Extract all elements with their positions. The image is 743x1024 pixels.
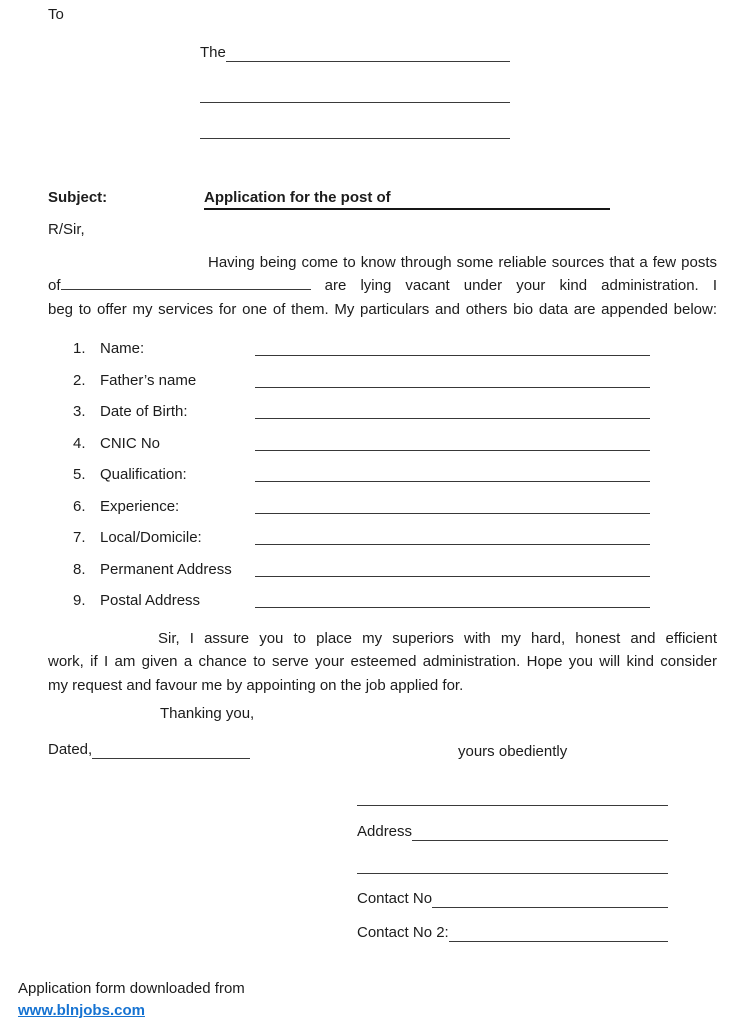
bio-item-number: 6. — [73, 497, 86, 515]
bio-data-list — [48, 338, 717, 622]
bio-item-number: 2. — [73, 371, 86, 389]
contact-no-2-blank-line — [449, 924, 668, 942]
addressee-blank-line-1 — [226, 44, 510, 62]
dated-blank-line — [92, 741, 250, 759]
bio-item-blank-line — [255, 387, 650, 388]
bio-item-label: Postal Address — [100, 592, 201, 609]
address-blank-line — [412, 823, 668, 841]
bio-item-blank-line — [255, 450, 650, 451]
subject-title-underline — [204, 189, 610, 210]
closing-line-2: work, if I am given a chance to serve your esteemed administration. Hope you will kind consider — [48, 653, 717, 671]
subject-title: Application for the post of — [204, 189, 391, 206]
dated-row — [48, 741, 250, 759]
bio-item-label: Date of Birth: — [100, 403, 188, 420]
opening-line2-prefix: of — [48, 277, 61, 295]
bio-item-blank-line — [255, 544, 650, 545]
dated-label: Dated, — [48, 741, 93, 758]
bio-data-row — [48, 527, 717, 559]
bio-data-row — [48, 590, 717, 622]
bio-item-label: Experience: — [100, 497, 180, 515]
footer-text: Application form downloaded from — [18, 980, 245, 997]
subject-label: Subject: — [48, 189, 108, 206]
bio-item-label: Name: — [100, 340, 145, 357]
bio-item-label: Qualification: — [100, 466, 187, 483]
addressee-the-label: The — [200, 44, 226, 61]
closing-paragraph — [48, 627, 717, 697]
bio-item-number: 3. — [73, 403, 86, 420]
to-label: To — [48, 6, 64, 23]
bio-item-number: 8. — [73, 560, 86, 578]
salutation: R/Sir, — [48, 221, 85, 238]
contact-no-row — [357, 890, 668, 908]
bio-item-label: Permanent Address — [100, 560, 232, 578]
opening-line-1: Having being come to know through some reliable sources that a few posts — [208, 254, 717, 271]
footer-link[interactable]: www.blnjobs.com — [18, 1002, 145, 1019]
bio-item-number: 9. — [73, 592, 86, 609]
address-row — [357, 823, 668, 841]
addressee-the-row — [200, 44, 510, 62]
contact-no-label: Contact No — [357, 890, 433, 907]
bio-item-blank-line — [255, 576, 650, 577]
bio-data-row — [48, 401, 717, 433]
address-blank-line-2 — [357, 873, 668, 874]
contact-no-2-row — [357, 924, 668, 942]
bio-item-blank-line — [255, 607, 650, 608]
vacant-post-blank-line — [61, 275, 311, 290]
bio-data-row — [48, 338, 717, 370]
opening-line-3: beg to offer my services for one of them. My particulars and others bio data are appended below: — [48, 300, 717, 318]
opening-line-2 — [48, 274, 717, 297]
bio-item-number: 5. — [73, 466, 86, 483]
bio-data-row — [48, 433, 717, 465]
bio-data-row — [48, 559, 717, 591]
opening-paragraph — [48, 251, 717, 321]
signature-blank-line — [357, 805, 668, 806]
bio-item-label: CNIC No — [100, 434, 161, 452]
addressee-blank-line-2 — [200, 102, 510, 103]
bio-item-blank-line — [255, 355, 650, 356]
contact-no-2-label: Contact No 2: — [357, 924, 449, 941]
closing-line-1: Sir, I assure you to place my superiors with my hard, honest and efficient — [158, 630, 717, 647]
bio-data-row — [48, 464, 717, 496]
bio-item-number: 7. — [73, 529, 86, 546]
closing-line-3: my request and favour me by appointing on the job applied for. — [48, 676, 464, 694]
bio-data-row — [48, 370, 717, 402]
contact-no-blank-line — [432, 890, 668, 908]
signoff: yours obediently — [458, 743, 568, 760]
bio-item-number: 4. — [73, 434, 86, 452]
bio-item-blank-line — [255, 418, 650, 419]
bio-item-blank-line — [255, 513, 650, 514]
thanks-line: Thanking you, — [160, 705, 255, 722]
addressee-blank-line-3 — [200, 138, 510, 139]
opening-line2-suffix: are lying vacant under your kind administration. I — [324, 277, 717, 295]
bio-item-label: Local/Domicile: — [100, 529, 202, 546]
bio-item-label: Father’s name — [100, 371, 197, 389]
bio-item-blank-line — [255, 481, 650, 482]
bio-data-row — [48, 496, 717, 528]
address-label: Address — [357, 823, 413, 840]
bio-item-number: 1. — [73, 340, 86, 357]
